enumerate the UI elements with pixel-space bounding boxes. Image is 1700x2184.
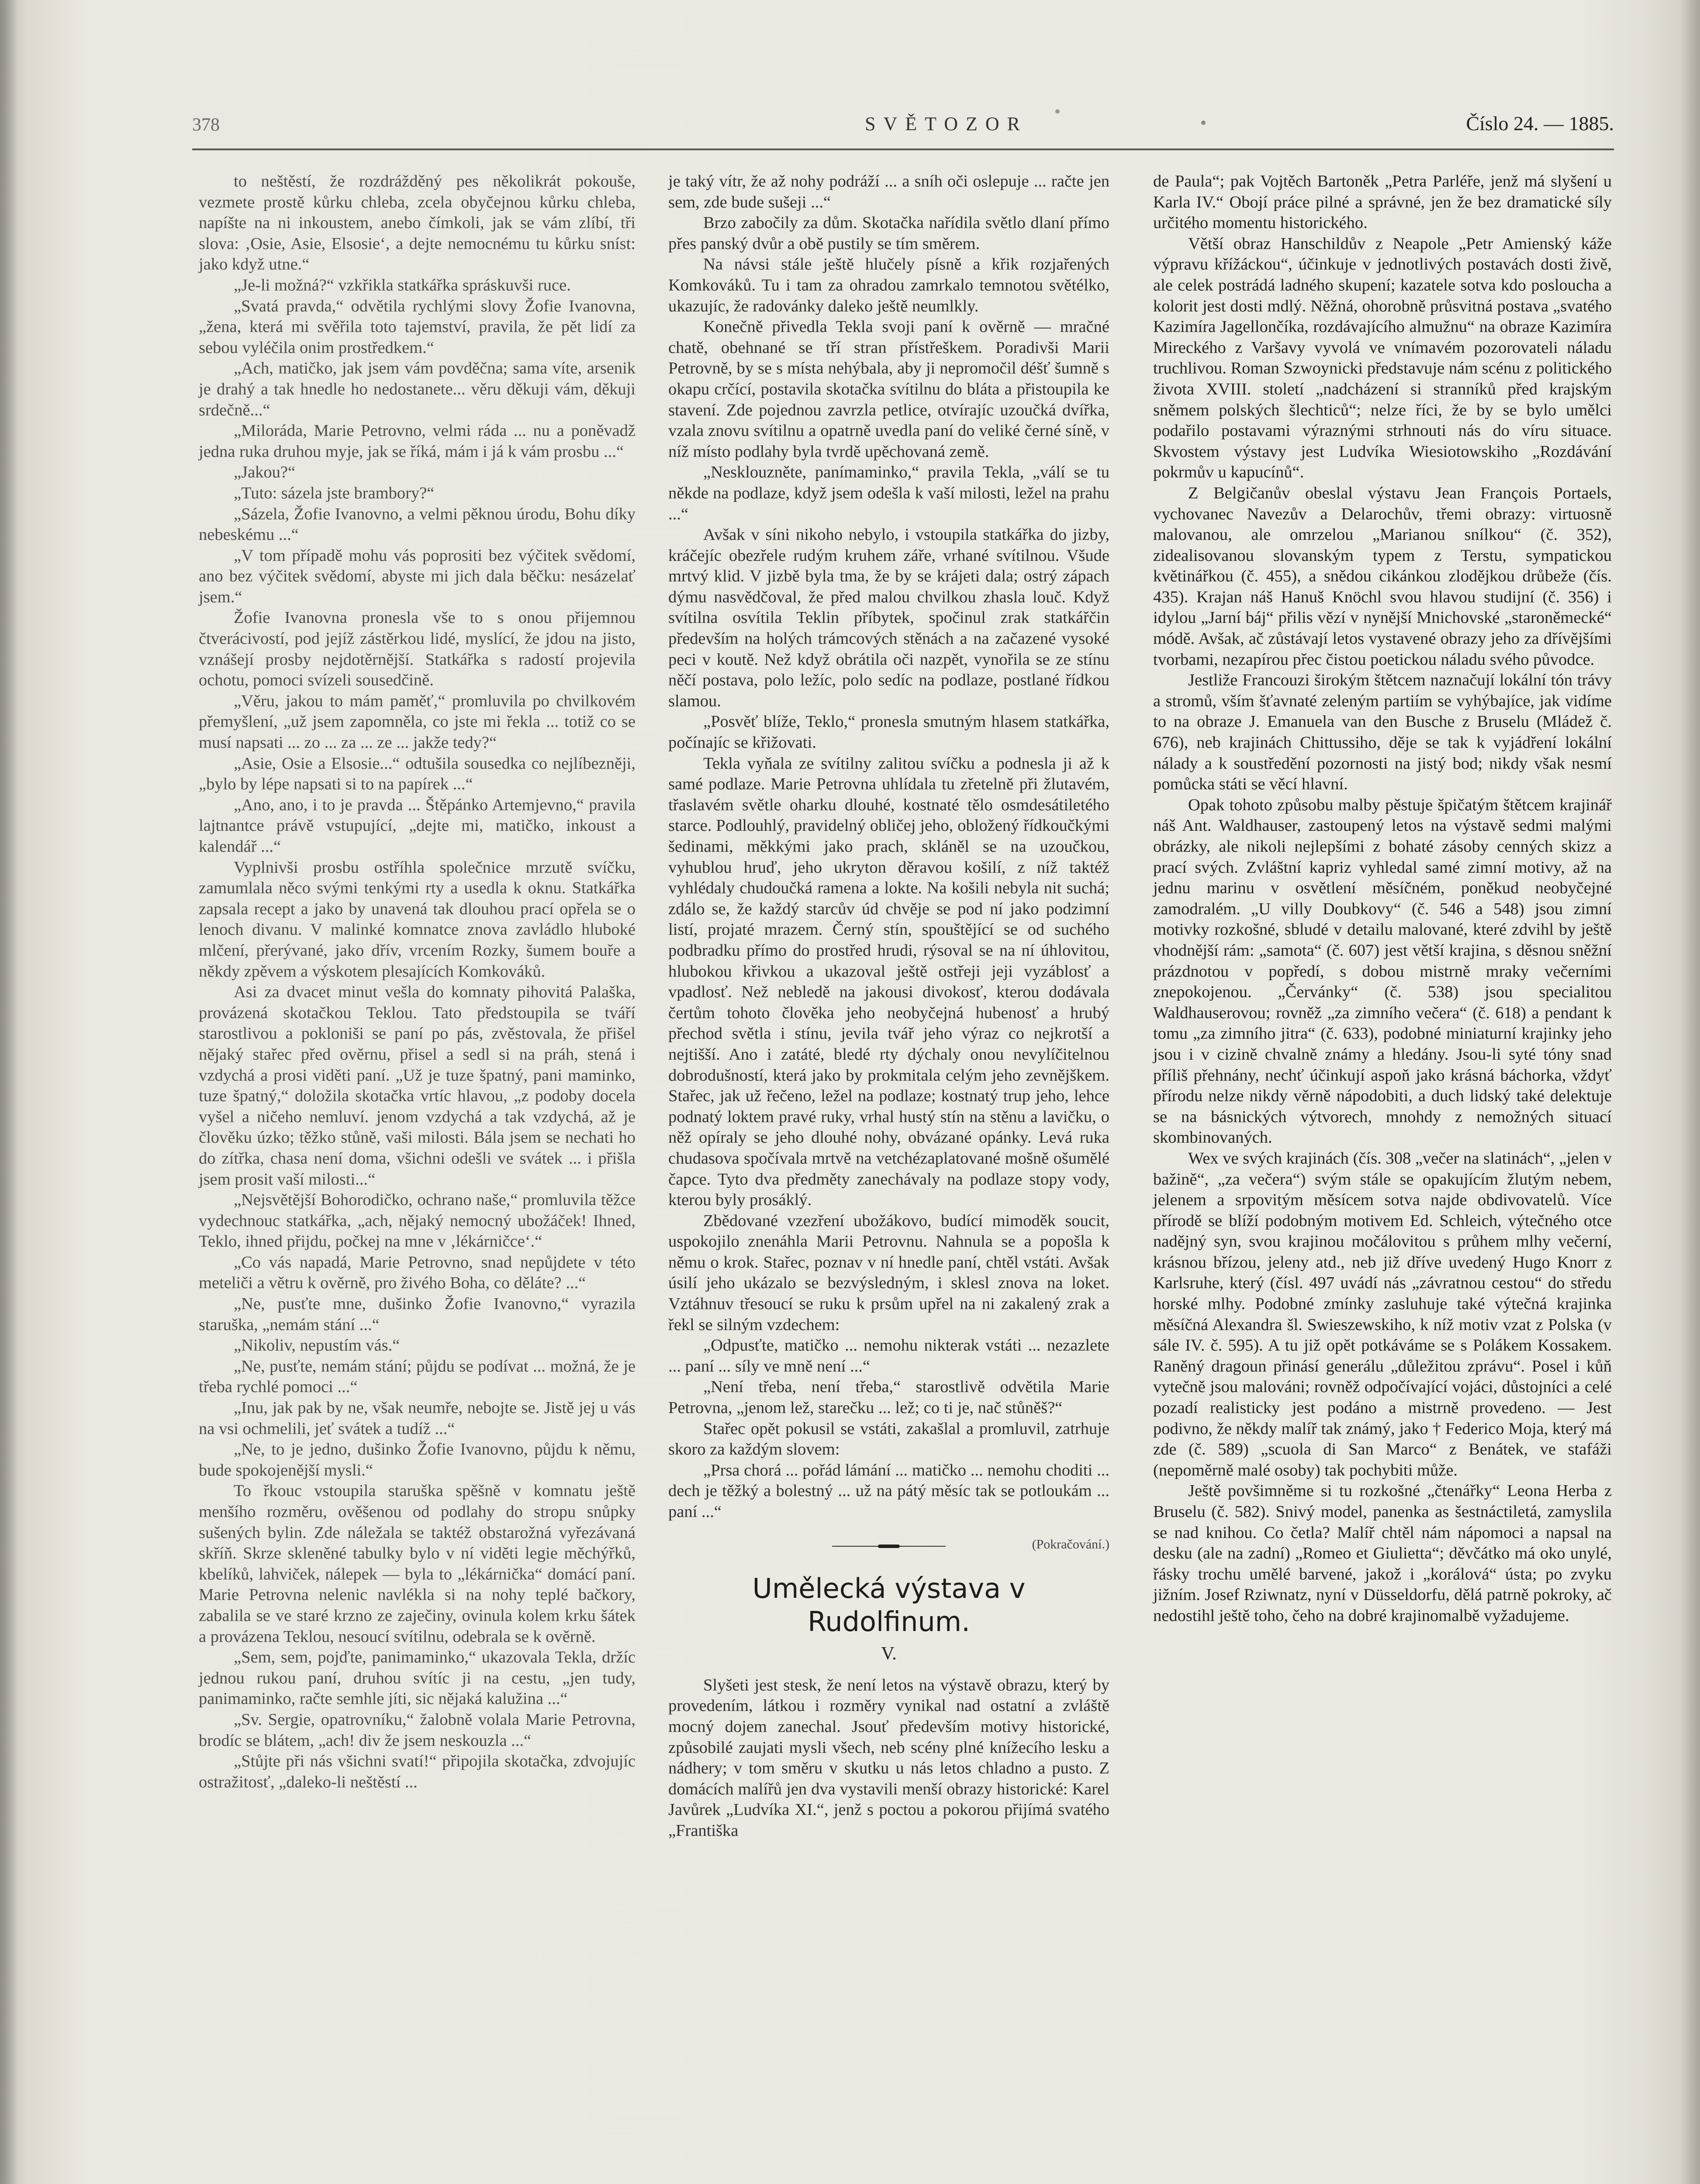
paragraph: Zbědované vzezření ubožákovo, budící mimoděk soucit, uspokojilo znenáhla Marii Petrovnu. Nahnula se a popošla k němu o krok. Stařec, poznav v ní hnedle paní, chtěl vstáti. Avšak úsilí jeho ukázalo se bezvýsledným, i sklesl znova na loket. Vztáhnuv třesoucí se ruku k prsům upřel na ni zakalený zrak a řekl se silným vzdechem: bbox=[668, 1211, 1109, 1334]
paragraph: Na návsi stále ještě hlučely písně a křik rozjařených Komkováků. Tu i tam za ohradou zamrkalo temnotou světélko, ukazujíc, že radovánky daleko ještě neumlkly. bbox=[668, 255, 1109, 315]
paragraph: Vyplnivši prosbu ostříhla společnice mrzutě svíčku, zamumlala něco svými tenkými rty a usedla k oknu. Statkářka zapsala recept a jako by unavená tak dlouhou prací opřela se o lenoch divanu. V malinké komnatce znova zavládlo hluboké mlčení, přerývané, jako dřív, vrcením Rozky, šumem bouře a někdy zpěvem a výskotem plesajících Komkováků. bbox=[199, 858, 636, 981]
paragraph: „Nikoliv, nepustím vás.“ bbox=[234, 1336, 400, 1355]
paragraph: Asi za dvacet minut vešla do komnaty pihovitá Palaška, provázená skotačkou Teklou. Tato předstoupila se tváří starostlivou a pokloniši se paní po pás, zvěstovala, že přišel nějaký stařec před ověrnu, přisel a sedl si na práh, stená i vzdychá a prosi viděti paní. „Už je tuze špatný, pani maminko, tuze špatný,“ doložila skotačka vrtíc hlavou, „z podoby docela vyšel a ničeho nemluví. jenom vzdychá a tak vzdychá, až je člověku úzko; těžko stůně, vaši milosti. Bála jsem se nechati ho do zítřka, chasa není doma, všichni odešli ve svátek ... i přišla jsem prosit vaší milosti...“ bbox=[199, 983, 636, 1189]
paragraph: de Paula“; pak Vojtěch Bartoněk „Petra Parléře, jenž má slyšení u Karla IV.“ Obojí práce pilné a správné, jen že bez dramatické síly určitého momentu historického. bbox=[1153, 172, 1612, 232]
page-header bbox=[192, 114, 1614, 149]
article-part-number: V. bbox=[881, 1644, 897, 1664]
column-3-article bbox=[1153, 171, 1612, 1627]
paragraph: „Asie, Osie a Elsosie...“ odtušila sousedka co nejlíbezněji, „bylo by lépe napsati si to na papírek ...“ bbox=[199, 754, 636, 794]
paragraph: „Posvěť blíže, Teklo,“ pronesla smutným hlasem statkářka, počínajíc se křižovati. bbox=[668, 712, 1109, 752]
paragraph: „Miloráda, Marie Petrovno, velmi ráda ... nu a poněvadž jedna ruka druhou myje, jak se říká, mám i já k vám prosbu ...“ bbox=[199, 422, 636, 461]
paragraph: Tekla vyňala ze svítilny zalitou svíčku a podnesla ji až k samé podlaze. Marie Petrovna uhlídala tu zřetelně při žlutavém, třaslavém světle oharku dlouhé, kostnaté tělo osmdesátiletého starce. Podlouhlý, pravidelný obličej jeho, obložený řídkoučkými šedinami, měkkými jako prach, skláněl se na uzoučkou, vyhublou hruď, jeho ukryton děravou košilí, z níž taktéž vyhlédaly chudoučká ramena a lokte. Na košili nebyla nit suchá; zdálo se, že každý starcův úd chvěje se pod ní jako podzimní listí, projaté mrazem. Černý stín, spouštějící se od suchého podbradku přímo do prostřed hrudi, rýsoval se na ní úhlovitou, hlubokou křivkou a ukazoval ještě ostřeji jeji vyzáblosť a vpadlosť. Než nebledě na jakousi divokosť, kterou dodávala čertům tohoto člověka jeho neobyčejná hubenosť a hrubý přechod světla i stínu, jevila tvář jeho výraz co nejkrotší a nejtišší. Ano i zatáté, bledé rty dýchaly onou nevylíčitelnou dobrodušností, která jako by prokmitala celým jeho zevnějškem. Stařec, jak už řečeno, ležel na podlaze; kostnatý trup jeho, lehce podnatý loktem pravé ruky, vrhal hustý stín na stěnu a lavičku, o něž opíraly se jeho dlouhé nohy, obvázané opánky. Levá ruka chudasova spočívala mrtvě na vetchézaplatované mošně ošumělé čapce. Tyto dva předměty zanechávaly na podlaze stopy vody, kterou byly prosáklý. bbox=[668, 754, 1109, 1209]
paragraph: Avšak v síni nikoho nebylo, i vstoupila statkářka do jizby, kráčejíc obezřele rudým kruhem záře, vrhané svítilnou. Všude mrtvý klid. V jizbě byla tma, že by se krájeti dala; ostrý zápach dýmu nasvědčoval, že před malou chvilkou zhasla louč. Když svítilna osvítila Teklin příbytek, spočinul zrak statkářčin především na holých trámcových stěnách a na začazené vysoké peci v koutě. Než když obrátila oči nazpět, vynořila se ze stínu něčí postava, polo ležíc, polo sedíc na podlaze, postlané řídkou slamou. bbox=[668, 525, 1109, 710]
paragraph: Brzo zabočily za dům. Skotačka nařídila světlo dlaní přímo přes panský dvůr a obě pustily se tím směrem. bbox=[668, 214, 1109, 253]
paragraph: Jestliže Francouzi širokým štětcem naznačují lokální tón trávy a stromů, vším šťavnaté zeleným partiím se vyhýbajíce, jak vidíme to na obraze J. Emanuela van den Busche z Bruselu (Mládež č. 676), neb krajinách Chittussiho, děje se tak k vyjádření lokální nálady a k soustředění pozornosti na jistý bod; nikdy však nesmí pomůcka státi se věcí hlavní. bbox=[1153, 671, 1612, 794]
paragraph: Ještě povšimněme si tu rozkošné „čtenářky“ Leona Herba z Bruselu (č. 582). Snivý model, panenka as šestnáctiletá, zamyslila se nad knihou. Co četla? Malíř chtěl nám nápomoci a napsal na desku (ale na zadní) „Romeo et Giulietta“; děvčátko má oko unylé, řásky trochu umělé barvené, jakož i „korálová“ ústa; po zvyku jižním. Josef Rziwnatz, nyní v Düsseldorfu, dělá patrně pokroky, ač nedostihl ještě toho, čeho na dobré krajinomalbě vyžadujeme. bbox=[1153, 1482, 1612, 1625]
paragraph: „Nesklouzněte, panímaminko,“ pravila Tekla, „válí se tu někde na podlaze, když jsem odešla k vaší milosti, ležel na prahu ...“ bbox=[668, 463, 1109, 523]
paragraph: „Je-li možná?“ vzkřikla statkářka spráskuvši ruce. bbox=[234, 276, 571, 294]
page-edge bbox=[1680, 0, 1700, 2184]
paragraph: Opak tohoto způsobu malby pěstuje špičatým štětcem krajinář náš Ant. Waldhauser, zastoupený letos na výstavě sedmi malými obrázky, ale nikoli nejlepšími z bohaté zásoby cenných skizz a prací svých. Zvláštní kapriz vyhledal samé zimní motivy, až na jednu marinu v osvětlení měsíčném, poněkud neobyčejné zamodralém. „U villy Doubkovy“ (č. 546 a 548) jsou zimní motivky rozkošné, sbludé v detailu malované, které zdvihl by ještě vhodnější rám: „samota“ (č. 607) jest větší krajina, s děsnou sněžní prázdnotou v popředí, s dobou mistrně mraky večerními znepokojenou. „Červánky“ (č. 538) jsou specialitou Waldhauserovou; rovněž „za zimního večera“ (č. 618) a pendant k tomu „za zimního jitra“ (č. 633), podobné miniaturní krajinky jeho jsou i v cizině chvalně známy a hledány. Jsou-li syté tóny snad příliš přehnány, nechť účinkují aspoň jako krásná báchorka, vždyť přírodu nelze nikdy věrně nápodobiti, a duch lidský také delektuje se na básnických výtvorech, mnohdy z nemožných situací skombinovaných. bbox=[1153, 795, 1612, 1147]
paragraph: „Sv. Sergie, opatrovníku,“ žalobně volala Marie Petrovna, brodíc se blátem, „ach! div že jsem neskouzla ...“ bbox=[199, 1710, 636, 1750]
paragraph: „Ne, pusťte mne, dušinko Žofie Ivanovno,“ vyrazila staruška, „nemám stání ...“ bbox=[199, 1295, 636, 1334]
paragraph: „Není třeba, není třeba,“ starostlivě odvětila Marie Petrovna, „jenom lež, starečku ... lež; co ti je, nač stůněš?“ bbox=[668, 1378, 1109, 1417]
paragraph: to neštěstí, že rozdrážděný pes několikrát pokouše, vezmete prostě kůrku chleba, zcela obyčejnou kůrku chleba, napíšte na ni inkoustem, anebo čímkoli, jak se vám zlíbí, tři slova: ‚Osie, Asie, Elsosie‘, a dejte nemocnému tu kůrku sníst: jako když utne.“ bbox=[199, 172, 636, 274]
journal-title: SVĚTOZOR bbox=[865, 113, 1028, 135]
paragraph: Stařec opět pokusil se vstáti, zakašlal a promluvil, zatrhuje skoro za každým slovem: bbox=[668, 1419, 1109, 1459]
paragraph: „Jakou?“ bbox=[234, 463, 296, 482]
paragraph: „Sem, sem, pojďte, panimaminko,“ ukazovala Tekla, držíc jednou rukou paní, druhou svítíc ji na cestu, „jen tudy, panimaminko, račte semhle jíti, sic nějaká kalužina ...“ bbox=[199, 1648, 636, 1708]
page-spine-shadow bbox=[0, 0, 17, 2184]
paragraph: Wex ve svých krajinách (čís. 308 „večer na slatinách“, „jelen v bažině“, „za večera“) svým stále se opakujícím žlutým nebem, jelenem a srpovitým měsícem sotva najde obdivovatelů. Více přírodě se blíží podobným motivem Ed. Schleich, výtečného otce nadějný syn, svou krajinou močálovitou s průhem mlhy večerní, krásnou břízou, jeleny atd., neb již dříve uvedený Hugo Knorr z Karlsruhe, který (čísl. 497 uvádí nás „závratnou cestou“ do středu horské mlhy. Podobné zmínky zasluhuje také výtečná krajinka měsíčná Alexandra šl. Swieszewskiho, k níž motiv vzat z Polska (v sále IV. č. 595). A tu již opět potkáváme se s Polákem Kossakem. Raněný dragoun přinásí generálu „důležitou zprávu“. Posel i kůň vytečně jsou malováni; rovněž odpočívající vojáci, důstojníci a celé pozadí realisticky jest podáno a mistrně provedeno. — Jest podivno, že někdy malíř tak známý, jako † Federico Moja, který má zde (č. 589) „scuola di San Marco“ z Benátek, ve stafáži (nepoměrně malé osoby) tak pochybiti může. bbox=[1153, 1149, 1612, 1479]
column-1-story bbox=[199, 171, 636, 1793]
section-divider bbox=[832, 1545, 946, 1548]
issue-info: Číslo 24. — 1885. bbox=[1466, 112, 1614, 135]
paragraph: Slyšeti jest stesk, že není letos na výstavě obrazu, který by provedením, látkou i rozměry vynikal nad ostatní a zvláště mocný dojem zanechal. Jsouť především motivy historické, způsobilé zaujati mysli všech, neb scény plné knížecího lesku a nádhery; v tom směru v skutku u nás letos chladno a pusto. Z domácích malířů jen dva vystavili menší obrazy historické: Karel Javůrek „Ludvíka XI.“, jenž s poctou a pokorou přijímá svatého „Františka bbox=[668, 1676, 1109, 1840]
column-2 bbox=[668, 171, 1109, 1842]
page-number: 378 bbox=[192, 115, 220, 135]
continuation-mark: (Pokračování.) bbox=[1032, 1537, 1109, 1552]
paragraph: Z Belgičanův obeslal výstavu Jean François Portaels, vychovanec Navezův a Delarochův, třemi obrazy: virtuosně malovanou, ale omrzelou „Marianou snílkou“ (č. 352), zidealisovanou slovanským typem z Terstu, sympatickou květinářkou (č. 455), a snědou cikánkou zlodějkou drůbeže (čís. 435). Krajan náš Hanuš Knöchl svou hlavou studijní (č. 356) i idylou „Jarní báj“ přilis vězí v nynější Mnichovské „staroněmecké“ módě. Avšak, ač zůstávají letos vystavené obrazy jeho za dřívějšími tvorbami, nezapírou přec čistou poetickou náladu svého původce. bbox=[1153, 484, 1612, 669]
paragraph: Konečně přivedla Tekla svoji paní k ověrně — mračné chatě, obehnané se tří stran přístřeškem. Poradivši Marii Petrovně, by se s místa nehýbala, aby ji nepromočil déšť šumně s okapu crčící, postavila skotačka svítilnu do bláta a přistoupila ke stavení. Zde pojednou zavrzla petlice, otvírajíc uzoučká dvířka, vzala znovu svítilnu a opatrně uvedla paní do veliké černé síně, v níž místo podlahy byla tvrdě upěchovaná země. bbox=[668, 318, 1109, 461]
paragraph: „Ach, matičko, jak jsem vám povděčna; sama víte, arsenik je drahý a tak hnedle ho nedostanete... věru děkuji vám, děkuji srdečně...“ bbox=[199, 359, 636, 419]
paragraph: je taký vítr, že až nohy podráží ... a sníh oči oslepuje ... račte jen sem, zde bude sušeji ...“ bbox=[668, 172, 1109, 211]
paragraph: „Ne, pusťte, nemám stání; půjdu se podívat ... možná, že je třeba rychlé pomoci ...“ bbox=[199, 1357, 636, 1396]
paragraph: To řkouc vstoupila staruška spěšně v komnatu ještě menšího rozměru, ověšenou od podlahy do stropu snůpky sušených bylin. Zde náležala se taktéž obstarožná vyřezávaná skříň. Skrze skleněné tabulky bylo v ní viděti legie měchýřků, kbelíků, lahviček, nálepek — byla to „lékárnička“ domácí paní. Marie Petrovna nelenic navlékla si na nohy teplé bačkory, zabalila se ve staré krzno ze zaječiny, ovinula kolem krku šátek a provázena Teklou, nesoucí svítilnu, odebrala se k ověrně. bbox=[199, 1482, 636, 1646]
paragraph: „Inu, jak pak by ne, však neumře, nebojte se. Jistě jej u vás na vsi ochmelili, jeť svátek a tudíž ...“ bbox=[199, 1399, 636, 1438]
paragraph: „Sázela, Žofie Ivanovno, a velmi pěknou úrodu, Bohu díky nebeskému ...“ bbox=[199, 505, 636, 544]
header-rule bbox=[192, 149, 1614, 150]
paragraph: „Tuto: sázela jste brambory?“ bbox=[234, 484, 435, 502]
paragraph: „Nejsvětější Bohorodičko, ochrano naše,“ promluvila těžce vydechnouc statkářka, „ach, nějaký nemocný ubožáček! Ihned, Teklo, ihned přijdu, počkej na mne v ‚lékárničce‘.“ bbox=[199, 1191, 636, 1251]
paragraph: „V tom případě mohu vás poprositi bez výčitek svědomí, ano bez výčitek svědomí, abyste mi jich dala běčku: nesázelať jsem.“ bbox=[199, 546, 636, 606]
paragraph: Větší obraz Hanschildův z Neapole „Petr Amienský káže výpravu křížáckou“, účinkuje v jednotlivých postavách dosti živě, ale celek postrádá ladného skupení; kazatele sotva kdo posloucha a kolorit jest dosti mdlý. Něžná, ohorobně průsvitná postava „svatého Kazimíra Jagellončíka, rozdávajícího almužnu“ na obraze Kazimíra Mireckého z Varšavy vyvolá ve vnímavém pozorovateli náladu truchlivou. Roman Szwoynicki představuje nám scénu z politického života XVIII. století „nadcházení si stranníků před krajským sněmem polských šlechticů“; nelze říci, že by se bylo umělci podařilo postavami výraznými strhnouti nás do víru situace. Skvostem výstavy jest Ludvíka Wiesiotowskiho „Rozdávání pokrmův u kapucínů“. bbox=[1153, 234, 1612, 482]
paragraph: „Ano, ano, i to je pravda ... Štěpánko Artemjevno,“ pravila lajtnantce právě vstupující, „dejte mi, matičko, inkoust a kalendář ...“ bbox=[199, 795, 636, 856]
ink-smudge bbox=[1055, 109, 1060, 114]
paragraph: „Stůjte při nás všichni svatí!“ připojila skotačka, zdvojujíc ostražitosť, „daleko-li neštěstí ... bbox=[199, 1752, 636, 1791]
paragraph: „Co vás napadá, Marie Petrovno, snad nepůjdete v této meteliči a větru k ověrně, pro živého Boha, co děláte? ...“ bbox=[199, 1253, 636, 1292]
paragraph: „Prsa chorá ... pořád lámání ... matičko ... nemohu choditi ... dech je těžký a bolestný ... už na pátý měsíc tak se potloukám ... paní ...“ bbox=[668, 1461, 1109, 1521]
paragraph: „Ne, to je jedno, dušinko Žofie Ivanovno, půjdu k němu, bude spokojenější mysli.“ bbox=[199, 1440, 636, 1479]
paragraph: „Věru, jakou to mám paměť,“ promluvila po chvilkovém přemyšlení, „už jsem zapomněla, co jste mi řekla ... totiž co se musí napsati ... zo ... za ... ze ... jakže tedy?“ bbox=[199, 691, 636, 752]
article-title: Umělecká výstava v Rudolfinum. bbox=[752, 1572, 1026, 1638]
paragraph: Žofie Ivanovna pronesla vše to s onou přijemnou čtverácivostí, pod jejíž zástěrkou lidé, myslící, že jdou na jisto, vznášejí prosby nejdotěrnější. Statkářka s radostí projevila ochotu, pomoci svízeli sousedčině. bbox=[199, 608, 636, 690]
paragraph: „Odpusťte, matičko ... nemohu nikterak vstáti ... nezazlete ... paní ... síly ve mně není ...“ bbox=[668, 1336, 1109, 1375]
paragraph: „Svatá pravda,“ odvětila rychlými slovy Žofie Ivanovna, „žena, která mi svěřila toto tajemství, pravila, že pět lidí za sebou vyléčila onim prostředkem.“ bbox=[199, 297, 636, 357]
